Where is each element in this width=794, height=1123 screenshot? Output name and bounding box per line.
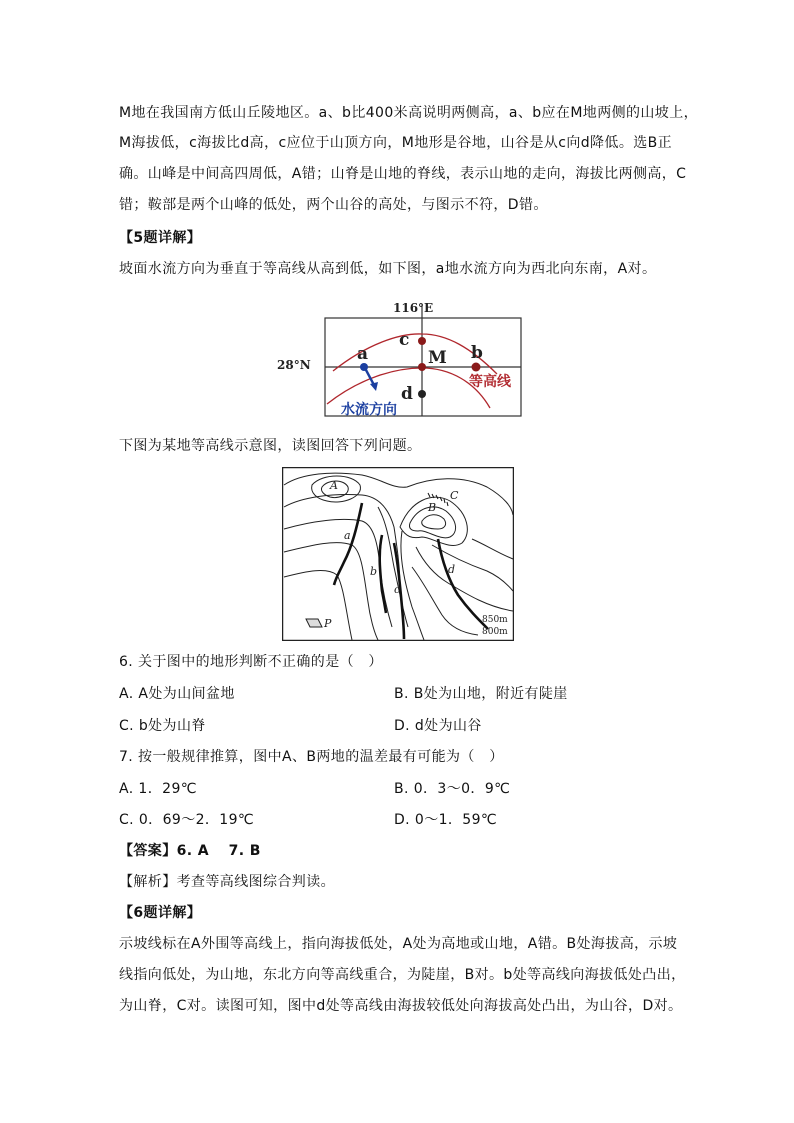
point-M-marker — [418, 363, 426, 371]
flow-direction-label: 水流方向 — [341, 402, 397, 418]
paragraph-line: 确。山峰是中间高四周低，A错；山脊是山地的脊线，表示山地的走向，海拔比两侧高，C — [119, 166, 687, 182]
label-d: d — [401, 384, 413, 404]
q6-option-a[interactable]: A. A处为山间盆地 — [119, 686, 235, 702]
paragraph-line: M地在我国南方低山丘陵地区。a、b比400米高说明两侧高，a、b应在M地两侧的山坡上， — [119, 105, 699, 121]
q6-option-b[interactable]: B. B处为山地，附近有陡崖 — [394, 686, 568, 702]
latitude-label: 28°N — [277, 358, 311, 372]
q6-option-d[interactable]: D. d处为山谷 — [394, 718, 482, 734]
label-c: c — [399, 330, 410, 350]
section-heading: 【5题详解】 — [119, 230, 202, 246]
map-label-B: B — [428, 501, 437, 514]
paragraph-line: 下图为某地等高线示意图，读图回答下列问题。 — [119, 438, 422, 454]
point-d-marker — [418, 390, 426, 398]
paragraph-line: 坡面水流方向为垂直于等高线从高到低，如下图，a地水流方向为西北向东南，A对。 — [119, 261, 657, 277]
map-label-b: b — [370, 565, 378, 578]
paragraph-line: M海拔低，c海拔比d高，c应位于山顶方向，M地形是谷地，山谷是从c向d降低。选B正 — [119, 135, 673, 151]
map-label-d: d — [448, 563, 456, 576]
section-heading: 【6题详解】 — [119, 905, 202, 921]
elevation-label-800: 800m — [482, 627, 508, 637]
label-a: a — [357, 344, 369, 364]
q7-option-d[interactable]: D. 0～1．59℃ — [394, 812, 498, 828]
paragraph-line: 为山脊，C对。读图可知，图中d处等高线由海拔较低处向海拔高处凸出，为山谷，D对。 — [119, 998, 683, 1014]
analysis-line: 【解析】考查等高线图综合判读。 — [119, 874, 335, 890]
label-b: b — [471, 343, 483, 363]
contour-map-figure — [282, 467, 514, 641]
paragraph-line: 线指向低处，为山地，东北方向等高线重合，为陡崖，B对。b处等高线向海拔低处凸出， — [119, 967, 686, 983]
map-label-a: a — [344, 529, 351, 542]
label-M: M — [428, 348, 447, 368]
answer-line: 【答案】6. A 7. B — [119, 843, 261, 859]
question-7-stem: 7. 按一般规律推算，图中A、B两地的温差最有可能为（ ） — [119, 749, 504, 765]
q7-option-a[interactable]: A. 1．29℃ — [119, 781, 197, 797]
q6-option-c[interactable]: C. b处为山脊 — [119, 718, 206, 734]
question-6-stem: 6. 关于图中的地形判断不正确的是（ ） — [119, 654, 383, 670]
longitude-label: 116°E — [393, 301, 434, 315]
map-label-P: P — [324, 617, 332, 630]
paragraph-line: 错；鞍部是两个山峰的低处，两个山谷的高处，与图示不符，D错。 — [119, 197, 548, 213]
q7-option-c[interactable]: C. 0．69～2．19℃ — [119, 812, 255, 828]
contour-label: 等高线 — [469, 374, 511, 390]
flow-arrow-head — [370, 382, 378, 391]
point-b-marker — [472, 363, 481, 372]
point-c-marker — [418, 337, 426, 345]
map-label-C: C — [450, 489, 459, 502]
contour-grid-figure — [275, 296, 527, 424]
elevation-label-850: 850m — [482, 615, 508, 625]
paragraph-line: 示坡线标在A外围等高线上，指向海拔低处，A处为高地或山地，A错。B处海拔高，示坡 — [119, 936, 678, 952]
q7-option-b[interactable]: B. 0．3～0．9℃ — [394, 781, 511, 797]
map-label-c: c — [394, 583, 401, 596]
map-label-A: A — [330, 479, 338, 492]
